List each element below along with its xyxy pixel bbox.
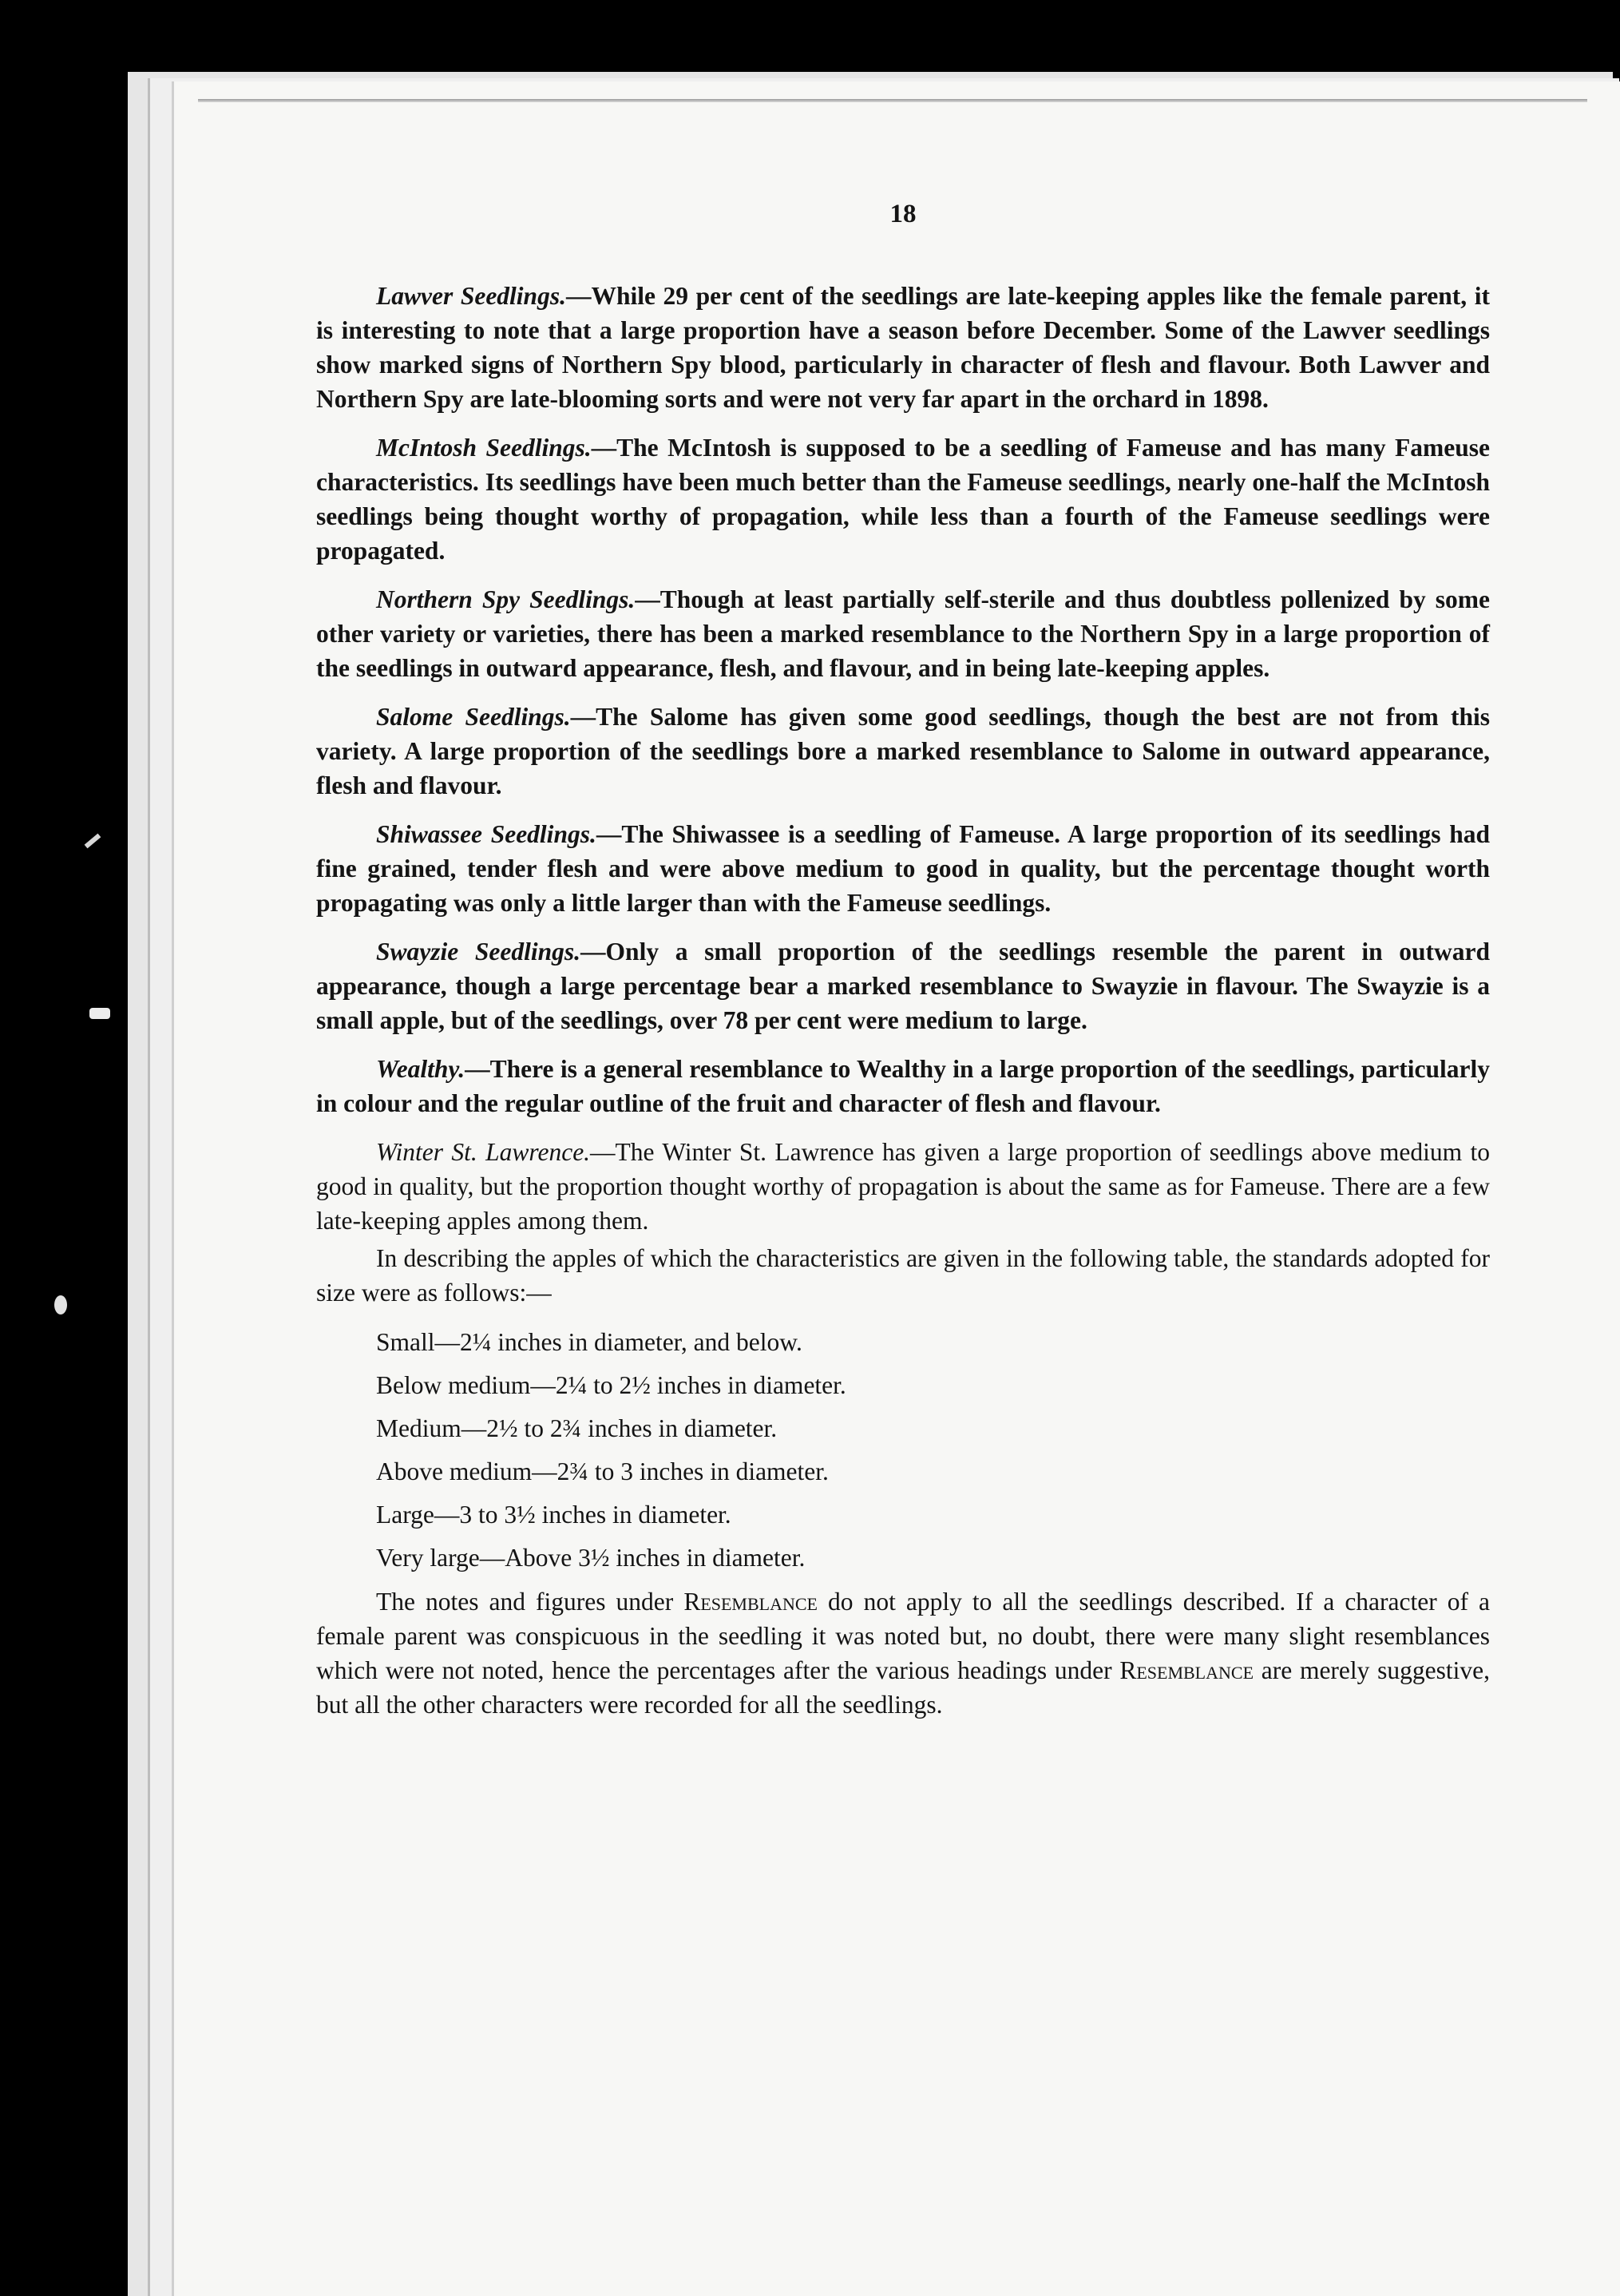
closing-text: are merely suggestive, but all the other characters were recorded for all the seedlings.: [316, 1656, 1490, 1719]
paragraph-mcintosh: [316, 430, 1490, 568]
size-standard-item: Large—3 to 3½ inches in diameter.: [376, 1501, 731, 1529]
paragraph-closing-note: [316, 1584, 1490, 1722]
paragraph-lead: Lawver Seedlings.: [376, 282, 566, 310]
closing-term: Resemblance: [1119, 1656, 1254, 1684]
margin-mark: [89, 1008, 110, 1019]
paragraph-northern-spy: [316, 582, 1490, 685]
paragraph-wealthy: [316, 1052, 1490, 1120]
paragraph-lead: Winter St. Lawrence.: [376, 1138, 591, 1166]
size-standard-item: Small—2¼ inches in diameter, and below.: [376, 1328, 802, 1356]
margin-mark: [54, 1295, 67, 1315]
closing-term: Resemblance: [683, 1588, 818, 1616]
paragraph-body: —The McIntosh is supposed to be a seedling of Fameuse and has many Fameuse characteristics. Its seedlings have been much better than the Fameuse seedlings, nearly one-half the McIntosh seedlings being thought worthy of propagation, while less than a fourth of the Fameuse seedlings were propagated.: [316, 434, 1491, 565]
paragraph-lawver: [316, 279, 1490, 416]
document-page: [172, 81, 1620, 2296]
paragraph-lead: Salome Seedlings.: [376, 703, 571, 731]
paragraph-lead: Wealthy.: [376, 1055, 465, 1083]
size-standard-item: Very large—Above 3½ inches in diameter.: [376, 1544, 806, 1572]
paragraph-winter-st-lawrence: [316, 1135, 1490, 1238]
margin-mark: [85, 834, 101, 849]
paragraph-body: —The Winter St. Lawrence has given a large proportion of seedlings above medium to good in quality, but the proportion thought worthy of propagation is about the same as for Fameuse. There are a few late-keeping apples among them.: [316, 1138, 1490, 1235]
paragraph-body: —Though at least partially self-sterile and thus doubtless pollenized by some other variety or varieties, there has been a marked resemblance to the Northern Spy in a large proportion of the seedlings in outward appearance, flesh, and flavour, and in being late-keeping apples.: [316, 585, 1490, 682]
paragraph-body: —There is a general resemblance to Wealthy in a large proportion of the seedlings, particularly in colour and the regular outline of the fruit and character of flesh and flavour.: [316, 1055, 1490, 1117]
closing-text: do not apply to all the seedlings described. If a character of a female parent was conspicuous in the seedling it was noted but, no doubt, there were many slight resemblances which were not noted, hence the percentages after the various headings under: [316, 1588, 1491, 1684]
paragraph-lead: Swayzie Seedlings.: [376, 938, 581, 966]
size-standard-item: Medium—2½ to 2¾ inches in diameter.: [376, 1414, 778, 1442]
paragraph-body: —Only a small proportion of the seedlings resemble the parent in outward appearance, though a large percentage bear a marked resemblance to Swayzie in flavour. The Swayzie is a small apple, but of the seedlings, over 78 per cent were medium to large.: [316, 938, 1490, 1034]
closing-text: The notes and figures under: [376, 1588, 684, 1616]
paragraph-swayzie: [316, 934, 1490, 1037]
size-standard-item: Above medium—2¾ to 3 inches in diameter.: [376, 1457, 829, 1485]
paragraph-salome: [316, 700, 1490, 803]
paragraph-body: —The Salome has given some good seedlings, though the best are not from this variety. A large proportion of the seedlings bore a marked resemblance to Salome in outward appearance, flesh and flavour.: [316, 703, 1491, 799]
size-standard-item: Below medium—2¼ to 2½ inches in diameter.: [376, 1371, 846, 1399]
size-standards-list: [316, 1321, 1490, 1580]
paragraph-shiwassee: [316, 817, 1490, 920]
paragraph-lead: Shiwassee Seedlings.: [376, 820, 596, 848]
paragraph-body: —While 29 per cent of the seedlings are late-keeping apples like the female parent, it is interesting to note that a large proportion have a season before December. Some of the Lawver seedlings show marked signs of Northern Spy blood, particularly in character of flesh and flavour. Both Lawver and Northern Spy are late-blooming sorts and were not very far apart in the orchard in 1898.: [316, 282, 1490, 413]
paragraph-lead: McIntosh Seedlings.: [376, 434, 592, 462]
paragraph-body: —The Shiwassee is a seedling of Fameuse. A large proportion of its seedlings had fine grained, tender flesh and were above medium to good in quality, but the percentage thought worth propagating was only a little larger than with the Fameuse seedlings.: [316, 820, 1490, 917]
paragraph-lead: Northern Spy Seedlings.: [376, 585, 636, 613]
page-text-block: [316, 200, 1490, 1736]
paragraph-standards-intro: In describing the apples of which the characteristics are given in the following table, the standards adopted for size were as follows:—: [316, 1244, 1490, 1307]
top-rule: [198, 99, 1587, 102]
page-number: 18: [889, 200, 917, 228]
